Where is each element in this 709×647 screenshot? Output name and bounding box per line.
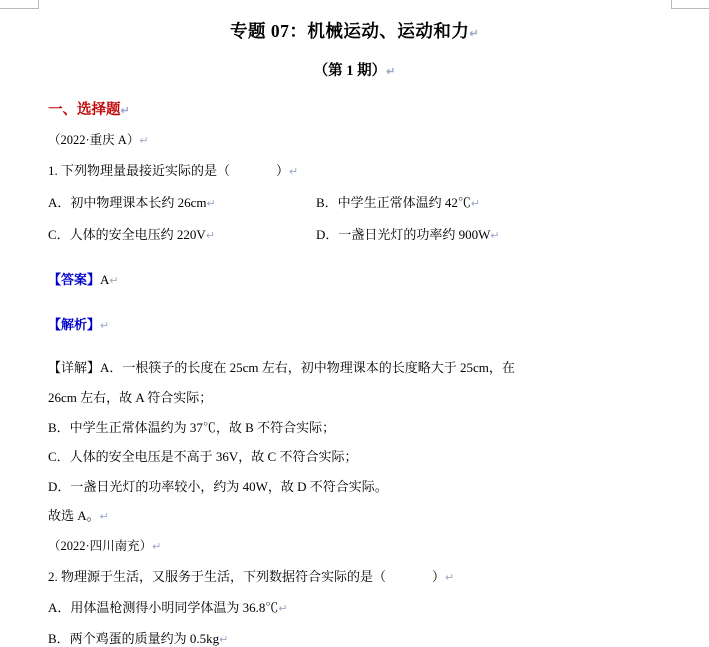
pilcrow-mark: ↵ [206, 198, 216, 211]
option-c-text: C．人体的安全电压约 220V [48, 227, 206, 243]
question-source [48, 525, 661, 555]
detail-line [48, 466, 661, 496]
pilcrow-mark: ↵ [469, 28, 480, 40]
option-d [316, 224, 661, 243]
detail-line [48, 436, 661, 466]
option-row [48, 179, 661, 211]
analysis-tag: 【解析】 [48, 317, 101, 333]
option-a [48, 586, 661, 617]
question-stem-tail: ） [432, 568, 446, 584]
question-stem-text: 1. 下列物理量最接近实际的是（ [48, 162, 231, 178]
option-row [48, 211, 661, 243]
detail-line [48, 377, 661, 407]
conclusion-text: 故选 A。 [48, 508, 100, 524]
option-b [316, 192, 661, 211]
pilcrow-mark: ↵ [139, 134, 149, 147]
pilcrow-mark: ↵ [109, 275, 119, 288]
pilcrow-mark: ↵ [289, 165, 299, 178]
pilcrow-mark: ↵ [445, 571, 455, 584]
question-stem-tail: ） [276, 162, 290, 178]
answer-tag: 【答案】 [48, 272, 101, 288]
detail-line-text: D．一盏日光灯的功率较小，约为 40W，故 D 不符合实际。 [48, 478, 388, 494]
document-subtitle [48, 43, 661, 80]
pilcrow-mark: ↵ [470, 198, 481, 211]
option-b-text: B．两个鸡蛋的质量约为 0.5kg [48, 630, 220, 646]
detail-line [48, 407, 661, 437]
conclusion-line [48, 495, 661, 525]
option-a [48, 192, 316, 211]
pilcrow-mark: ↵ [205, 230, 216, 243]
analysis-line [48, 301, 661, 333]
detail-line [48, 346, 661, 377]
option-a-text: A．初中物理课本长约 26cm [48, 195, 207, 211]
option-d-text: D．一盏日光灯的功率约 900W [316, 227, 491, 243]
pilcrow-mark: ↵ [100, 320, 110, 333]
pilcrow-mark: ↵ [278, 602, 288, 615]
detail-line-text: C．人体的安全电压是不高于 36V，故 C 不符合实际； [48, 449, 358, 465]
detail-line-text: 26cm 左右，故 A 符合实际； [48, 390, 213, 406]
pilcrow-mark: ↵ [386, 65, 396, 78]
section-heading [48, 80, 661, 119]
option-c [48, 224, 316, 243]
document-title-text: 专题 07：机械运动、运动和力 [229, 21, 470, 41]
section-heading-text: 一、选择题 [48, 101, 121, 118]
detail-line-text: 【详解】A．一根筷子的长度在 25cm 左右，初中物理课本的长度略大于 25cm，在 [48, 360, 515, 376]
pilcrow-mark: ↵ [219, 633, 229, 646]
option-a-text: A．用体温枪测得小明同学体温为 36.8℃ [48, 599, 279, 615]
question-stem [48, 149, 661, 180]
question-stem-text: 2. 物理源于生活，又服务于生活，下列数据符合实际的是（ [48, 568, 387, 584]
answer-line [48, 256, 661, 288]
crop-mark-top-left [0, 8, 39, 9]
crop-mark-top-right [671, 8, 709, 9]
document-title [48, 0, 661, 43]
option-b [48, 617, 661, 647]
pilcrow-mark: ↵ [490, 230, 500, 243]
answer-value: A [100, 272, 110, 288]
question-source-text: （2022·重庆 A） [48, 132, 140, 147]
question-source-text: （2022·四川南充） [48, 539, 153, 554]
pilcrow-mark: ↵ [152, 541, 162, 554]
document-subtitle-text: （第 1 期） [313, 62, 387, 79]
pilcrow-mark: ↵ [120, 104, 130, 117]
option-b-text: B．中学生正常体温约 42℃ [316, 195, 471, 211]
question-stem [48, 555, 661, 586]
question-source [48, 119, 661, 149]
pilcrow-mark: ↵ [99, 511, 109, 524]
detail-line-text: B．中学生正常体温约为 37℃，故 B 不符合实际； [48, 419, 336, 435]
